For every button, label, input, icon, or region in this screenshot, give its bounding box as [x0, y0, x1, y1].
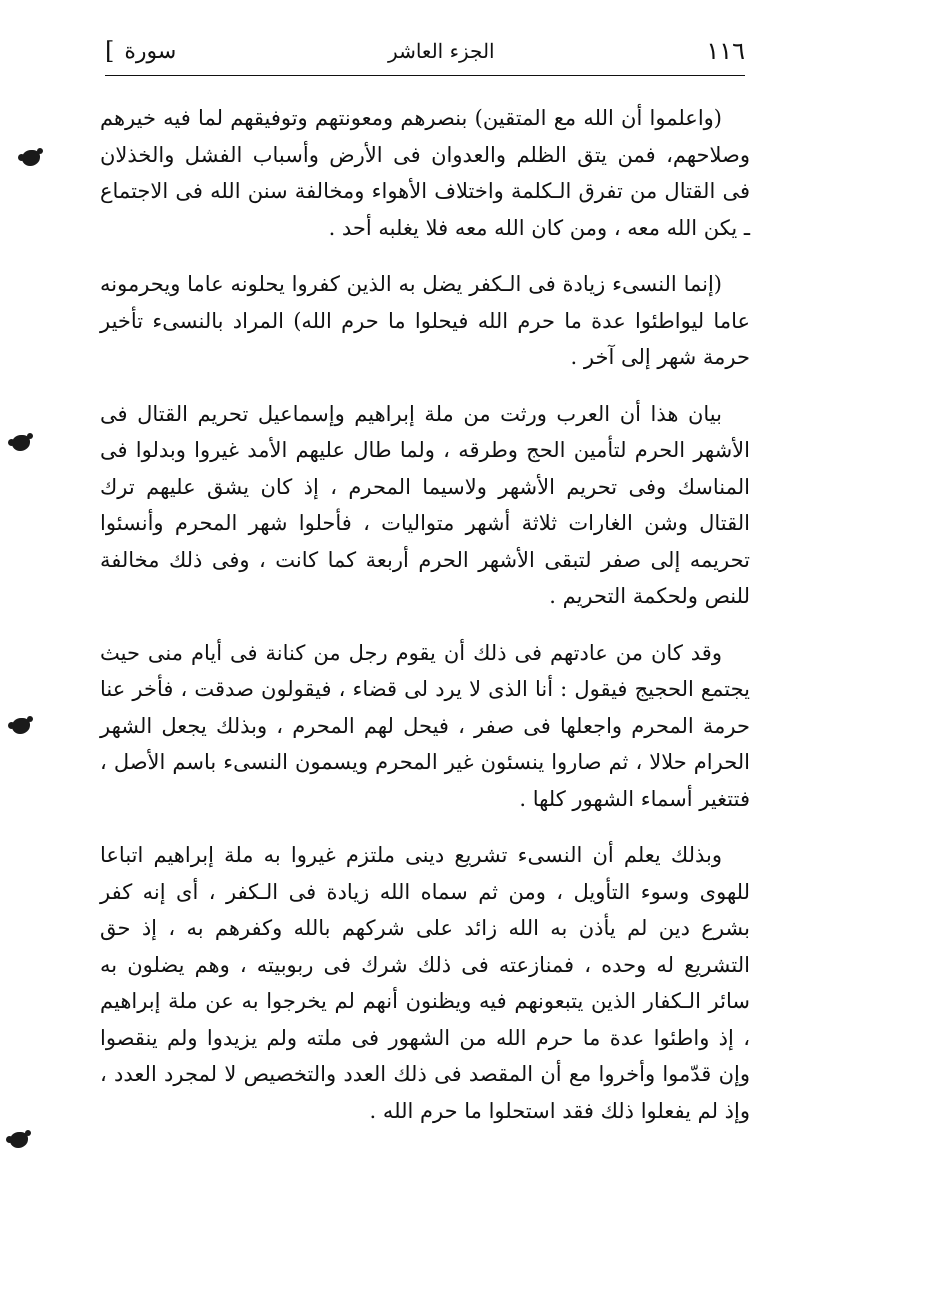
- header-rule: [105, 75, 745, 76]
- scan-mark: [22, 150, 40, 166]
- paragraph: (واعلموا أن الله مع المتقين) بنصرهم ومعونتهم وتوفيقهم لما فيه خيرهم وصلاحهم، فمن يتق الظلم والعدوان فى الأرض وأسباب الفشل والخذلان فى القتال من تفرق الـكلمة واختلاف الأهواء ومخالفة سنن الله فى الاجتماع ـ يكن الله معه ، ومن كان الله معه فلا يغلبه أحد .: [100, 106, 750, 240]
- surah-label-group: [105, 37, 176, 65]
- surah-label: سورة: [124, 38, 177, 64]
- scan-mark: [12, 435, 30, 451]
- paragraph: (إنما النسىء زيادة فى الـكفر يضل به الذين كفروا يحلونه عاما ويحرمونه عاما ليواطئوا عدة ما حرم الله فيحلوا ما حرم الله) المراد بالنسىء تأخير حرمة شهر إلى آخر .: [100, 272, 750, 369]
- page-header: [105, 30, 745, 72]
- body-text: [100, 100, 750, 1149]
- page-number: ١١٦: [706, 37, 745, 65]
- paragraph: وقد كان من عادتهم فى ذلك أن يقوم رجل من كنانة فى أيام منى حيث يجتمع الحجيج فيقول : أنا الذى لا يرد لى قضاء ، فيقولون صدقت ، فأخر عنا حرمة المحرم واجعلها فى صفر ، فيحل لهم المحرم ، وبذلك يجعل الشهر الحرام حلالا ، ثم صاروا ينسئون غير المحرم ويسمون النسىء باسم الأصل ، فتتغير أسماء الشهور كلها .: [100, 640, 750, 811]
- paragraph: وبذلك يعلم أن النسىء تشريع دينى ملتزم غيروا به ملة إبراهيم اتباعا للهوى وسوء التأويل ، ومن ثم سماه الله زيادة فى الـكفر ، أى إنه كفر بشرع دين لم يأذن به الله زائد على شركهم بالله وكفرهم به ، إذ حق التشريع له وحده ، فمنازعته فى ذلك شرك فى ربوبيته ، وهم يضلون به سائر الـكفار الذين يتبعونهم فيه ويظنون أنهم لم يخرجوا به عن ملة إبراهيم ، إذ واطئوا عدة ما حرم الله من الشهور فى ملته ولم يزيدوا ولم ينقصوا وإن قدّموا وأخروا مع أن المقصد فى ذلك العدد والتخصيص لا لمجرد العدد ، وإذ لم يفعلوا ذلك فقد استحلوا ما حرم الله .: [100, 843, 750, 1123]
- scan-mark: [10, 1132, 28, 1148]
- paragraph: بيان هذا أن العرب ورثت من ملة إبراهيم وإسماعيل تحريم القتال فى الأشهر الحرم لتأمين الحج وطرقه ، ولما طال عليهم الأمد غيروا وبدلوا فى المناسك وفى تحريم الأشهر ولاسيما المحرم ، إذ كان يشق عليهم ترك القتال وشن الغارات ثلاثة أشهر متواليات ، فأحلوا شهر المحرم وأنسئوا تحريمه إلى صفر لتبقى الأشهر الحرم أربعة كما كانت ، وفى ذلك مخالفة للنص ولحكمة التحريم .: [100, 401, 750, 608]
- part-title: الجزء العاشر: [388, 39, 495, 63]
- scan-mark: [12, 718, 30, 734]
- bracket-mark: [: [105, 37, 115, 65]
